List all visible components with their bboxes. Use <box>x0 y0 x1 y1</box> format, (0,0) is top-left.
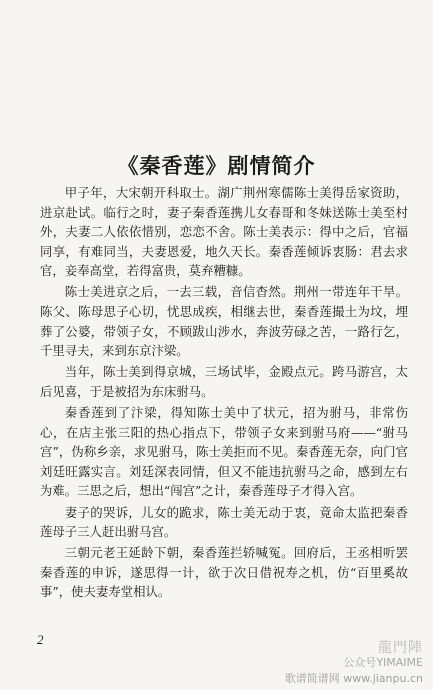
paragraph: 三朝元老王延龄下朝，秦香莲拦轿喊冤。回府后，王丞相听罢秦香莲的申诉，遂思得一计，欲于次日借祝寿之机，仿“百里奚故事”，使夫妻寿堂相认。 <box>40 545 408 600</box>
watermark-bottom: 歌谱简谱网 www.jianpu.cn <box>284 672 423 685</box>
paragraph: 妻子的哭诉，儿女的跪求，陈士美无动于衷，竟命太监把秦香莲母子三人赶出驸马宫。 <box>40 504 408 540</box>
paragraph: 秦香莲到了汴梁，得知陈士美中了状元，招为驸马，非常伤心，在店主张三阳的热心指点下，带领子女来到驸马府——“驸马宫”，伪称乡亲，求见驸马，陈士美拒而不见。秦香莲无奈，向门官刘廷旺露实言。刘廷深表同情，但又不能违抗驸马之命，感到左右为难。三思之后，想出“闯宫”之计，秦香莲母子才得入宫。 <box>40 405 408 499</box>
synopsis-body <box>40 183 408 603</box>
watermark-logo: 龍門陣 <box>378 640 423 656</box>
page-number: 2 <box>37 632 44 647</box>
watermark-site: 公众号YIMAIME <box>343 656 423 669</box>
page-title: 《秦香莲》剧情简介 <box>117 153 316 178</box>
paragraph: 甲子年，大宋朝开科取士。湖广荆州寒儒陈士美得岳家资助，进京赴试。临行之时，妻子秦香莲携儿女春哥和冬妹送陈士美至村外，夫妻二人依依惜别，恋恋不舍。陈士美表示：得中之后，官福同享，有难同当，夫妻恩爱，地久天长。秦香莲倾诉衷肠：君去求官，妾奉高堂，若得富贵，莫弃糟糠。 <box>40 185 408 279</box>
paragraph: 陈士美进京之后，一去三载，音信杳然。荆州一带连年干旱。陈父、陈母思子心切，忧思成疾，相继去世，秦香莲撮土为坟，埋葬了公婆，带领子女，不顾跋山涉水，奔波劳碌之苦，一路行乞，千里寻夫，来到东京汴梁。 <box>40 284 408 359</box>
paragraph: 当年，陈士美到得京城，三场试毕，金殿点元。跨马游宫，太后见喜，于是被招为东床驸马。 <box>40 364 408 399</box>
